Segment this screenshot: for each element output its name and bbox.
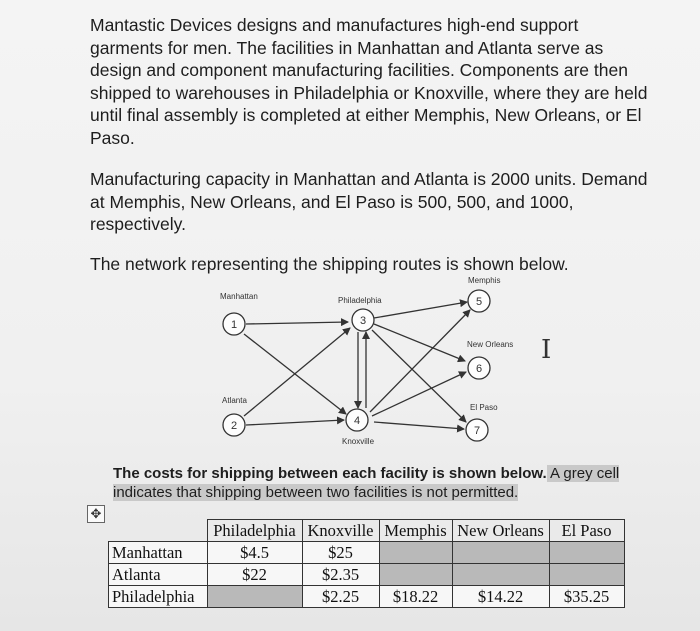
edge-1-3 <box>246 322 348 324</box>
table-cell: $2.25 <box>302 586 379 608</box>
problem-paragraph-3: The network representing the shipping routes is shown below. <box>90 254 569 274</box>
edge-4-6 <box>372 372 466 416</box>
table-row <box>109 564 625 586</box>
header-el-paso: El Paso <box>549 520 624 542</box>
node-3-label: Philadelphia <box>338 296 382 305</box>
table-cell: $14.22 <box>452 586 549 608</box>
node-3-number: 3 <box>359 315 367 327</box>
shipping-cost-table <box>108 519 625 608</box>
table-cell: $22 <box>207 564 302 586</box>
table-cell: $18.22 <box>379 586 452 608</box>
node-6-label: New Orleans <box>467 340 514 349</box>
node-5-label: Memphis <box>468 276 501 285</box>
header-knoxville: Knoxville <box>302 520 379 542</box>
table-cell: $25 <box>302 542 379 564</box>
table-move-handle-icon[interactable]: ✥ <box>87 505 105 523</box>
table-cell-disallowed <box>452 542 549 564</box>
row-label-philadelphia: Philadelphia <box>109 586 208 608</box>
node-6-number: 6 <box>475 363 483 375</box>
edge-3-7 <box>372 330 466 422</box>
node-4-number: 4 <box>353 415 361 427</box>
node-2-label: Atlanta <box>222 396 247 405</box>
table-row <box>109 586 625 608</box>
table-cell: $35.25 <box>549 586 624 608</box>
header-philadelphia: Philadelphia <box>207 520 302 542</box>
header-new-orleans: New Orleans <box>452 520 549 542</box>
costs-description <box>113 464 633 502</box>
problem-paragraph-2: Manufacturing capacity in Manhattan and Atlanta is 2000 units. Demand at Memphis, New Orleans, and El Paso is 500, 500, and 1000, respectively. <box>90 169 648 234</box>
row-label-manhattan: Manhattan <box>109 542 208 564</box>
header-memphis: Memphis <box>379 520 452 542</box>
node-4-label: Knoxville <box>342 437 375 446</box>
costs-description-bold: The costs for shipping between each facility is shown below. <box>113 465 547 482</box>
shipping-network-diagram <box>200 272 580 457</box>
text-cursor-icon: I <box>541 335 552 365</box>
table-cell-disallowed <box>549 542 624 564</box>
row-label-atlanta: Atlanta <box>109 564 208 586</box>
edge-4-7 <box>374 422 464 429</box>
table-cell-disallowed <box>452 564 549 586</box>
table-cell-disallowed <box>379 564 452 586</box>
table-cell: $2.35 <box>302 564 379 586</box>
header-corner-cell <box>109 520 208 542</box>
table-cell-disallowed <box>549 564 624 586</box>
node-1-number: 1 <box>230 319 238 331</box>
edge-3-5 <box>374 302 467 318</box>
node-2-number: 2 <box>230 420 238 432</box>
table-header-row <box>109 520 625 542</box>
node-7-label: El Paso <box>470 403 498 412</box>
table-row <box>109 542 625 564</box>
table-cell: $4.5 <box>207 542 302 564</box>
edge-2-3 <box>244 328 350 416</box>
costs-description-highlighted: A grey cell indicates that shipping between two facilities is not permitted. <box>113 465 620 501</box>
problem-paragraph-1: Mantastic Devices designs and manufactures high-end support garments for men. The facilities in Manhattan and Atlanta serve as design and component manufacturing facilities. Components are then shipped to warehouses in Philadelphia or Knoxville, where they are held until final assembly is completed at either Memphis, New Orleans, or El Paso. <box>90 15 648 148</box>
node-5-number: 5 <box>475 296 483 308</box>
node-7-number: 7 <box>473 425 481 437</box>
edge-2-4 <box>246 420 344 425</box>
node-1-label: Manhattan <box>220 292 258 301</box>
table-cell-disallowed <box>207 586 302 608</box>
table-cell-disallowed <box>379 542 452 564</box>
edge-4-5 <box>370 310 470 412</box>
